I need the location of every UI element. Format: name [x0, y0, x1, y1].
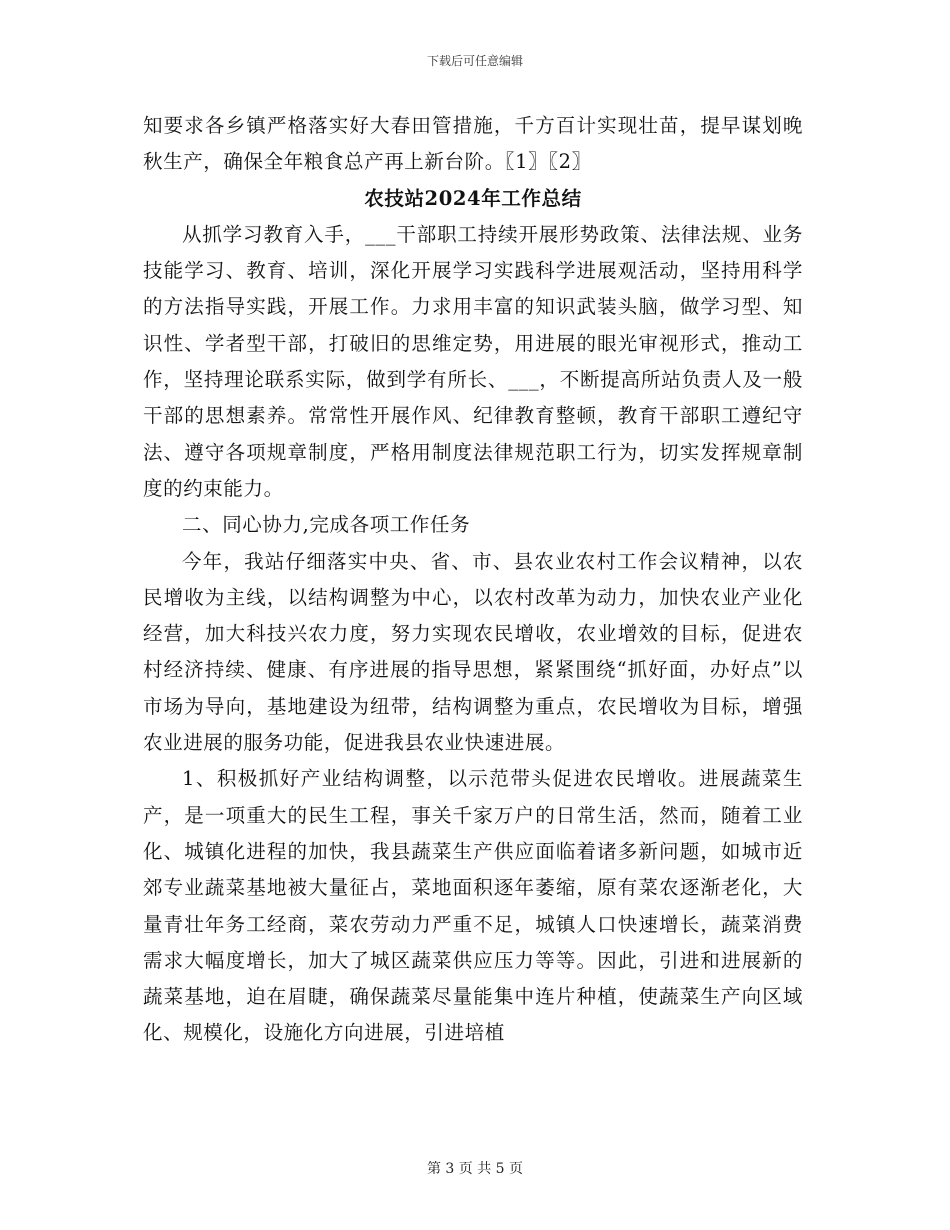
document-title: 农技站2024年工作总结 — [364, 186, 582, 210]
page-number: 第 3 页 共 5 页 — [426, 1161, 524, 1177]
paragraph-industry-adjustment: 1、积极抓好产业结构调整，以示范带头促进农民增收。进展蔬菜生产，是一项重大的民生工程，事关千家万户的日常生活，然而，随着工业化、城镇化进程的加快，我县蔬菜生产供应面临着诸多新问题，如城市近郊专业蔬菜基地被大量征占，菜地面积逐年萎缩，原有菜农逐渐老化，大量青壮年务工经商，菜农劳动力严重不足，城镇人口快速增长，蔬菜消费需求大幅度增长，加大了城区蔬菜供应压力等等。因此，引进和进展新的蔬菜基地，迫在眉睫，确保蔬菜尽量能集中连片种植，使蔬菜生产向区域化、规模化，设施化方向进展，引进培植 — [143, 767, 803, 1045]
paragraph-annual-work: 今年，我站仔细落实中央、省、市、县农业农村工作会议精神，以农民增收为主线，以结构调整为中心，以农村改革为动力，加快农业产业化经营，加大科技兴农力度，努力实现农民增收，农业增效的目标，促进农村经济持续、健康、有序进展的指导思想，紧紧围绕“抓好面，办好点”以市场为导向，基地建设为纽带，结构调整为重点，农民增收为目标，增强农业进展的服务功能，促进我县农业快速进展。 — [143, 549, 803, 755]
page-header-note: 下载后可任意编辑 — [426, 54, 523, 68]
section-heading-two: 二、同心协力,完成各项工作任务 — [182, 513, 471, 537]
document-body — [143, 108, 803, 1052]
paragraph-study-education: 从抓学习教育入手，___干部职工持续开展形势政策、法律法规、业务技能学习、教育、培训，深化开展学习实践科学进展观活动，坚持用科学的方法指导实践，开展工作。力求用丰富的知识武装头脑，做学习型、知识性、学者型干部，打破旧的思维定势，用进展的眼光审视形式，推动工作，坚持理论联系实际，做到学有所长、___，不断提高所站负责人及一般干部的思想素养。常常性开展作风、纪律教育整顿，教育干部职工遵纪守法、遵守各项规章制度，严格用制度法律规范职工行为，切实发挥规章制度的约束能力。 — [143, 222, 803, 500]
intro-paragraph: 知要求各乡镇严格落实好大春田管措施，千方百计实现壮苗，提早谋划晚秋生产，确保全年粮食总产再上新台阶。〖1〗〖2〗 — [143, 114, 803, 174]
